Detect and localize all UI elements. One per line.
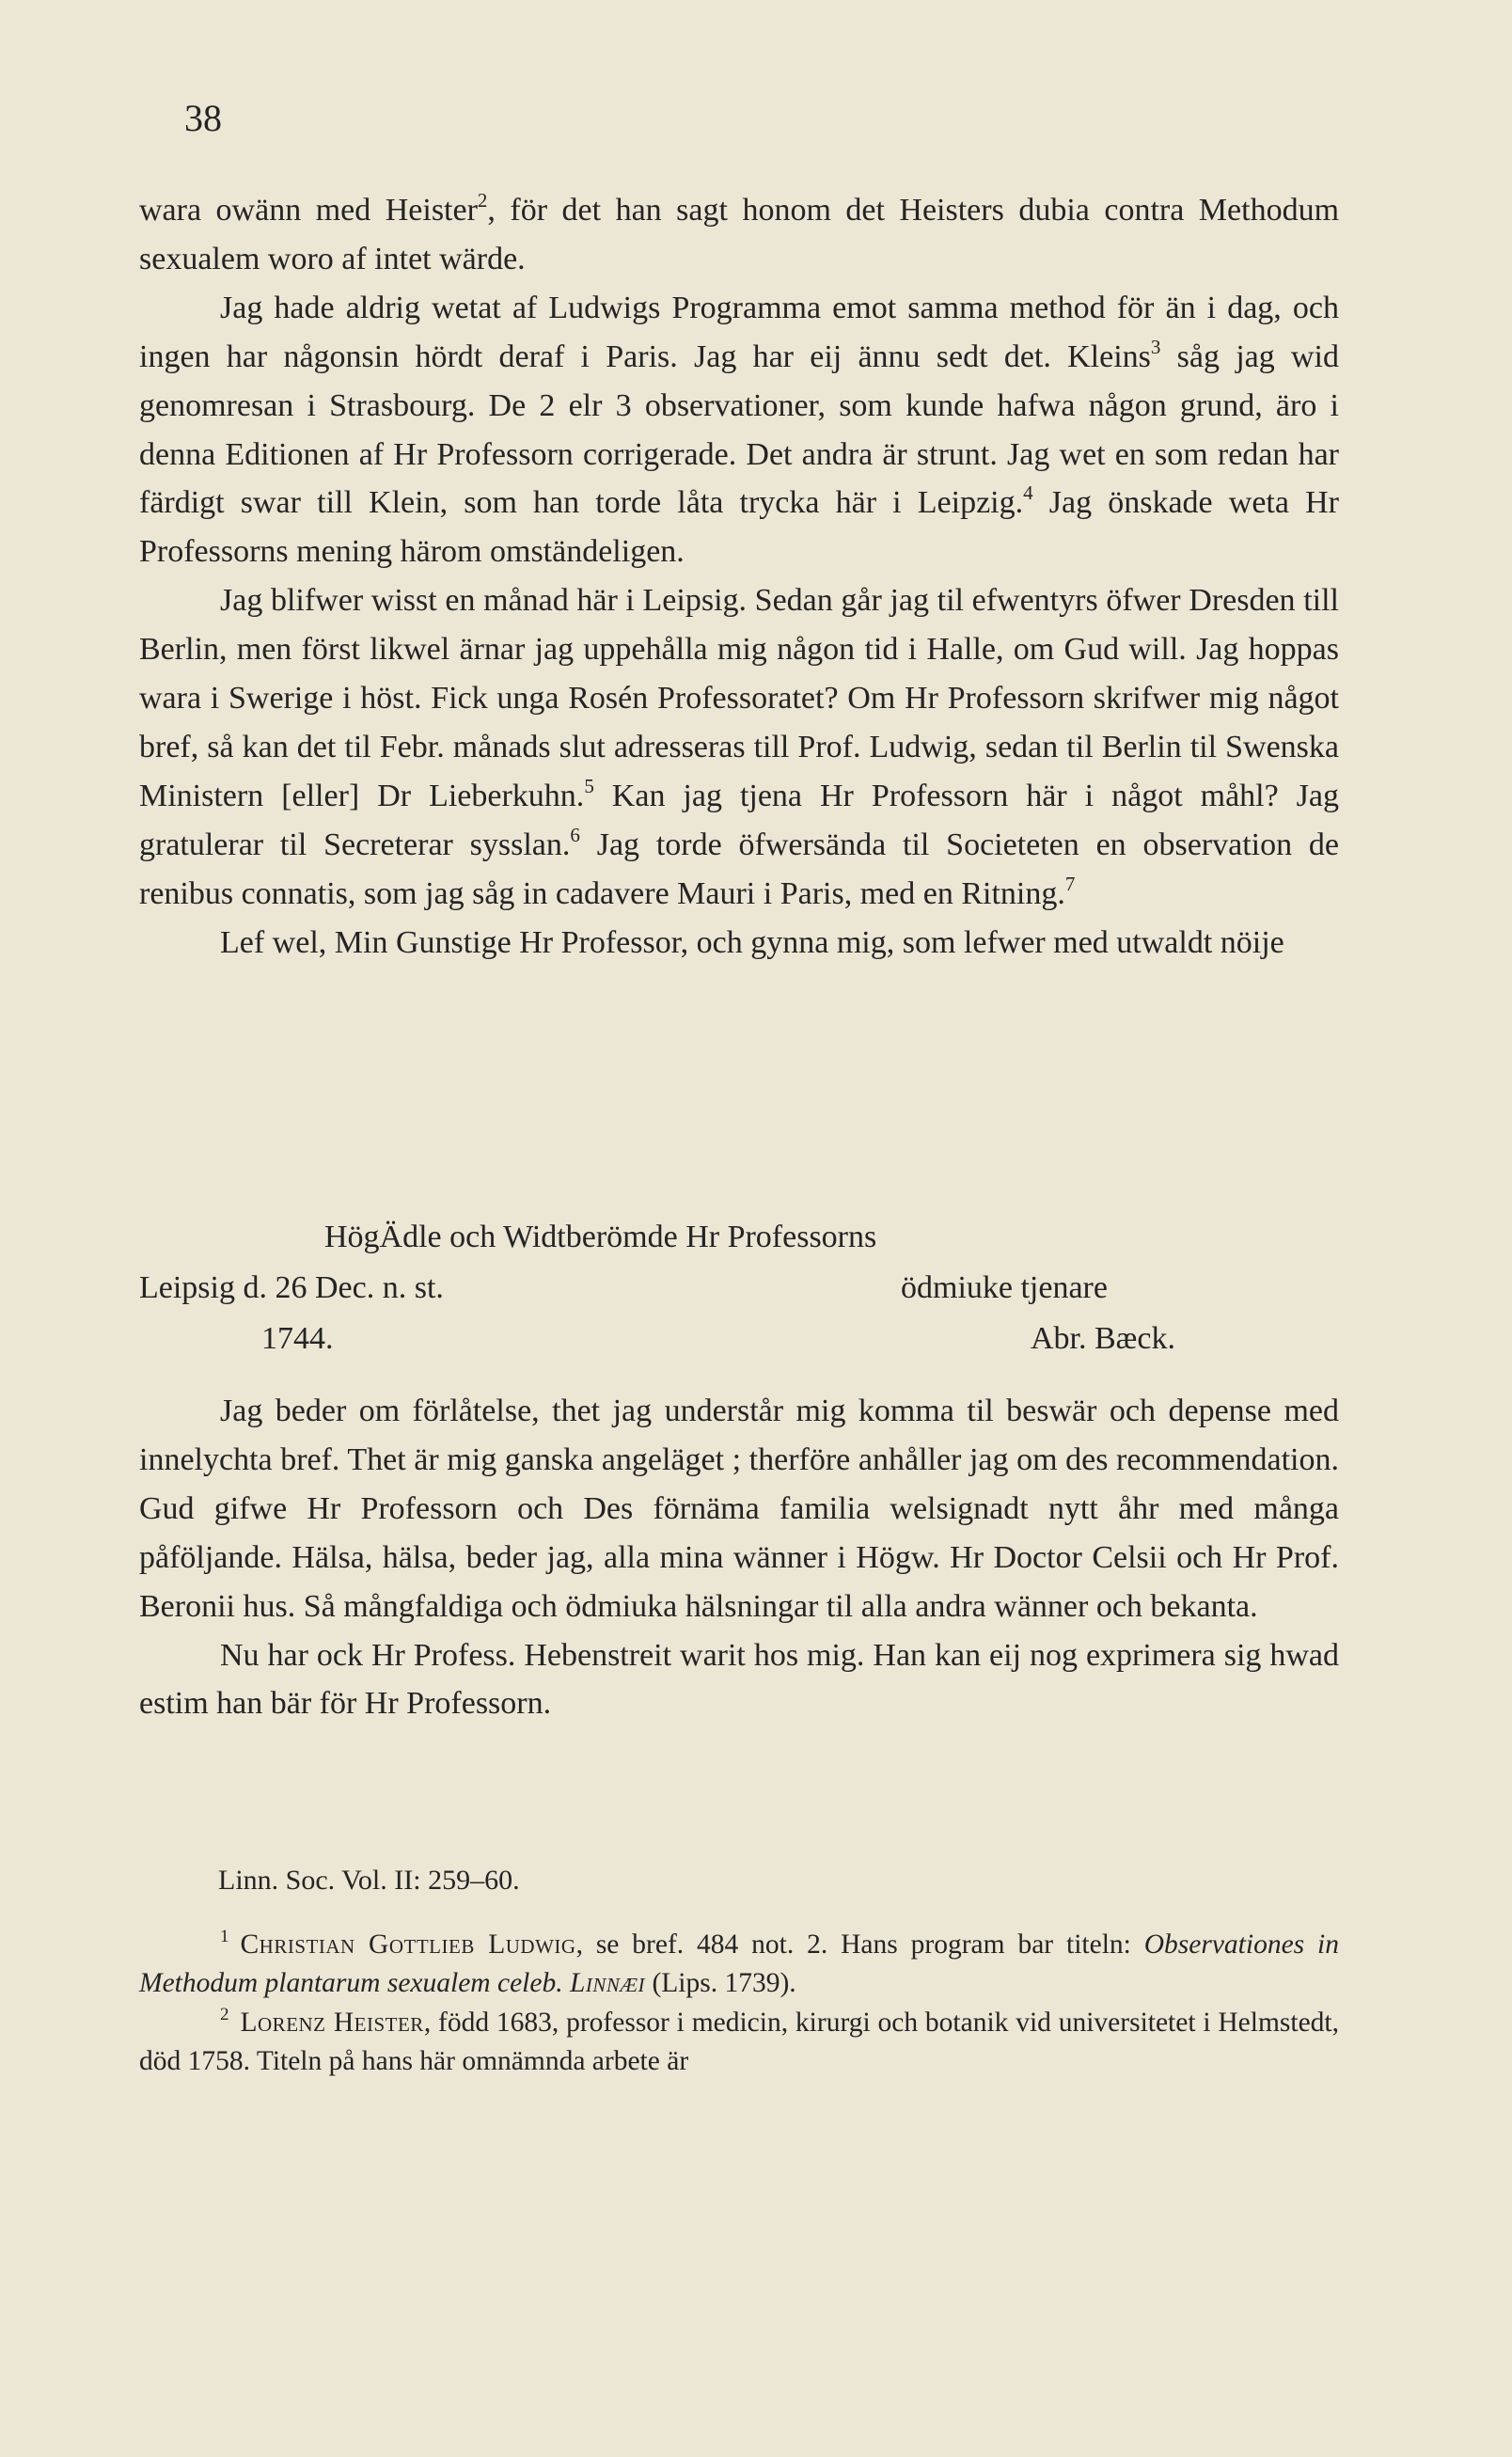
servant-line: ödmiuke tjenare bbox=[901, 1270, 1108, 1305]
letter-text: Jag önskade weta Hr Professorns mening härom omständeligen. bbox=[139, 485, 1339, 570]
letter-paragraph-4 bbox=[139, 919, 1339, 968]
footnote-ref: 4 bbox=[1023, 481, 1033, 505]
letter-text: , för det han sagt honom det Heisters dubia contra Methodum sexualem woro af intet wärde. bbox=[139, 193, 1340, 276]
letter-paragraph-1 bbox=[139, 186, 1339, 284]
postscript-paragraph-1: Jag beder om förlåtelse, thet jag understår mig komma til beswär och depense med innelychta bref. Thet är mig ganska angeläget ; therföre anhåller jag om des recommendation. Gud gifwe Hr Professorn och Des förnäma familia welsignadt nytt åhr med många påföljande. Hälsa, hälsa, beder jag, alla mina wänner i Högw. Hr Doctor Celsii och Hr Prof. Beronii hus. Så mångfaldiga och ödmiuka hälsningar til alla andra wänner och bekanta. bbox=[139, 1394, 1339, 1624]
footnote-text: , född 1683, professor i medicin, kirurgi och botanik vid universitetet i Helmstedt, död 1758. Titeln på hans här omnämnda arbete är bbox=[139, 2008, 1340, 2076]
footnote-text: (Lips. 1739). bbox=[645, 1967, 796, 1998]
footnote-ref: 7 bbox=[1064, 872, 1076, 895]
source-reference: Linn. Soc. Vol. II: 259–60. bbox=[218, 1865, 520, 1896]
footnote-title: Observationes in Methodum plantarum sexualem celeb. bbox=[139, 1929, 1339, 1998]
footnote-ref: 3 bbox=[1150, 335, 1161, 358]
salutation: HögÄdle och Widtberömde Hr Professorns bbox=[324, 1220, 877, 1254]
letter-text: Lef wel, Min Gunstige Hr Professor, och gynna mig, som lefwer med utwaldt nöije bbox=[220, 924, 1284, 960]
footnote-2 bbox=[139, 2004, 1339, 2080]
letter-text: Jag hade aldrig wetat af Ludwigs Programma emot samma method för än i dag, och ingen har någonsin hördt deraf i Paris. Jag har eij ännu sedt det. Kleins bbox=[139, 290, 1339, 374]
letter-text: Jag blifwer wisst en månad här i Leipsig. Sedan går jag til efwentyrs öfwer Dresden till Berlin, men först likwel ärnar jag uppehålla mig någon tid i Halle, om Gud will. Jag hoppas wara i Swerige i höst. Fick unga Rosén Professoratet? Om Hr Professorn skrifwer mig något bref, så kan det til Febr. månads slut adresseras till Prof. Ludwig, sedan til Berlin til Swenska Ministern [eller] Dr Lieberkuhn. bbox=[139, 583, 1339, 813]
letter-text: Jag torde öfwersända til Societeten en observation de renibus connatis, som jag såg in cadavere Mauri i Paris, med en Ritning. bbox=[139, 827, 1339, 911]
footnote-number: 1 bbox=[220, 1927, 229, 1946]
footnote-person: Christian Gottlieb Ludwig bbox=[240, 1929, 576, 1960]
footnotes bbox=[139, 1926, 1339, 2082]
footnote-number: 2 bbox=[220, 2005, 229, 2024]
footnote-1 bbox=[139, 1926, 1339, 2002]
footnote-ref: 6 bbox=[570, 823, 580, 846]
letter-closing bbox=[139, 1213, 1339, 1373]
footnote-text: , se bref. 484 not. 2. Hans program bar titeln: bbox=[575, 1929, 1144, 1960]
letter-text: såg jag wid genomresan i Strasbourg. De 2 elr 3 observationer, som kunde hafwa någon grund, äro i denna Editionen af Hr Professorn corrigerade. Det andra är strunt. Jag wet en som redan har färdigt swar till Klein, som han torde låta trycka här i Leipzig. bbox=[139, 339, 1339, 521]
year: 1744. bbox=[261, 1321, 334, 1356]
place-date: Leipsig d. 26 Dec. n. st. bbox=[139, 1270, 444, 1305]
page-number: 38 bbox=[184, 97, 222, 139]
letter-paragraph-2 bbox=[139, 284, 1339, 576]
letter-text: wara owänn med Heister bbox=[139, 193, 478, 228]
footnote-ref: 5 bbox=[584, 774, 594, 797]
letter-text: Kan jag tjena Hr Professorn här i något måhl? Jag gratulerar til Secreterar sysslan. bbox=[139, 778, 1339, 862]
letter-body bbox=[139, 186, 1339, 968]
postscript bbox=[139, 1387, 1339, 1728]
postscript-paragraph-2: Nu har ock Hr Profess. Hebenstreit warit hos mig. Han kan eij nog exprimera sig hwad estim han bär för Hr Professorn. bbox=[139, 1637, 1339, 1722]
footnote-author: Linnæi bbox=[569, 1967, 646, 1998]
footnote-person: Lorenz Heister bbox=[240, 2008, 424, 2038]
signature: Abr. Bæck. bbox=[1031, 1321, 1175, 1356]
footnote-ref: 2 bbox=[477, 189, 488, 212]
letter-paragraph-3 bbox=[139, 576, 1339, 918]
